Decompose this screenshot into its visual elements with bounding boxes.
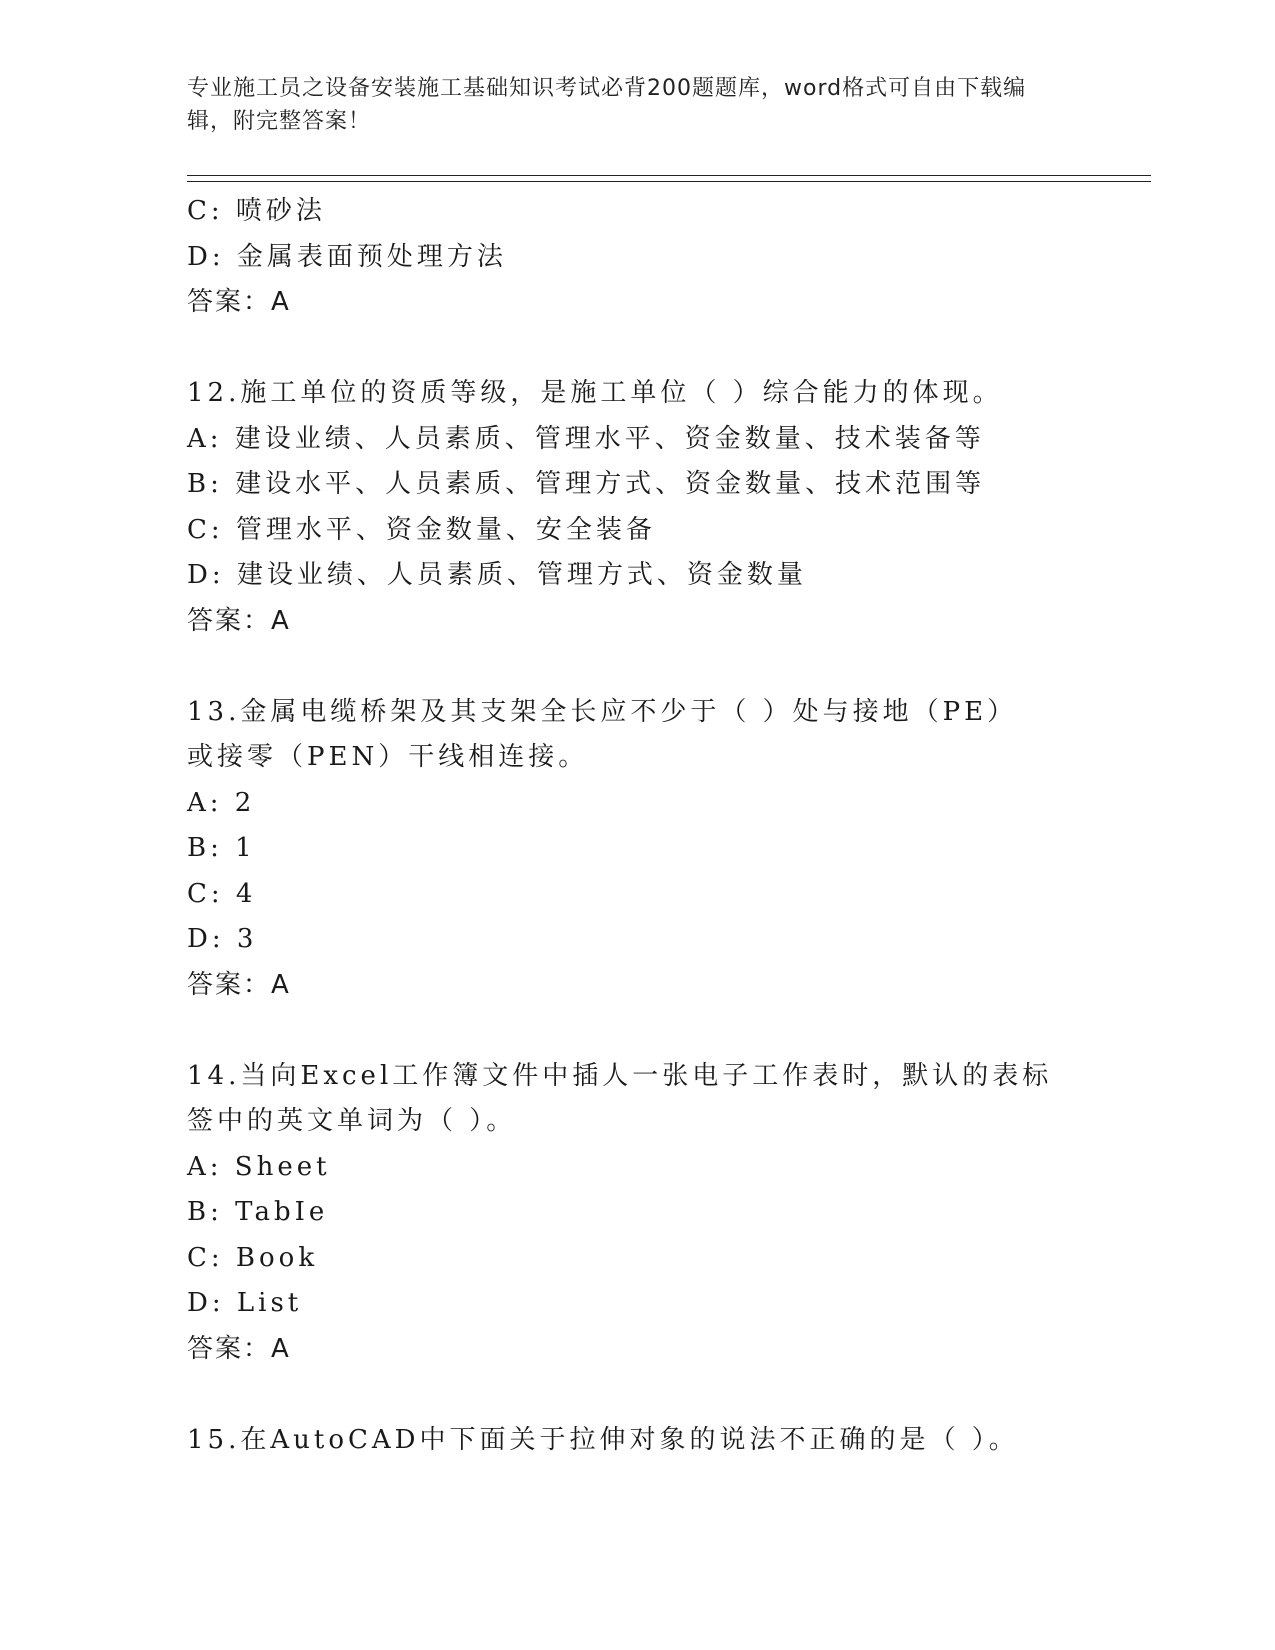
header-rule [187,175,1151,182]
option-d: D: List [187,1288,303,1318]
question-block-13 [187,690,1087,1009]
option-c: C: 喷砂法 [187,196,326,226]
answer-line: 答案：A [187,1333,291,1364]
option-d: D: 3 [187,924,258,954]
question-gap [187,644,1087,690]
question-block-14 [187,1054,1087,1373]
question-gap [187,1372,1087,1418]
question-stem: 13.金属电缆桥架及其支架全长应不少于（ ）处与接地（PE）或接零（PEN）干线相连接。 [187,696,1018,772]
option-c: C: 4 [187,878,257,909]
option-b: B: TabIe [187,1197,329,1227]
document-body [187,189,1087,1463]
answer-line: 答案：A [187,969,291,1000]
answer-line: 答案：A [187,605,291,636]
question-gap [187,1008,1087,1054]
option-d: D: 金属表面预处理方法 [187,241,507,272]
option-a: A: Sheet [187,1151,331,1182]
option-d: D: 建设业绩、人员素质、管理方式、资金数量 [187,560,807,590]
option-b: B: 1 [187,833,256,863]
question-stem: 12.施工单位的资质等级，是施工单位（ ）综合能力的体现。 [187,378,1003,408]
page-header: 专业施工员之设备安装施工基础知识考试必背200题题库，word格式可自由下载编辑，附完整答案！ [187,76,1027,134]
question-block-12 [187,371,1087,644]
option-c: C: Book [187,1242,319,1273]
option-a: A: 建设业绩、人员素质、管理水平、资金数量、技术装备等 [187,423,985,454]
option-c: C: 管理水平、资金数量、安全装备 [187,514,656,545]
option-a: A: 2 [187,787,256,818]
question-block-15 [187,1418,1087,1464]
answer-line: 答案：A [187,287,291,317]
question-stem: 14.当向Excel工作簿文件中插人一张电子工作表时，默认的表标签中的英文单词为（ ）。 [187,1060,1053,1136]
question-stem: 15.在AutoCAD中下面关于拉伸对象的说法不正确的是（ ）。 [187,1424,1019,1455]
option-b: B: 建设水平、人员素质、管理方式、资金数量、技术范围等 [187,469,986,499]
question-gap [187,326,1087,372]
